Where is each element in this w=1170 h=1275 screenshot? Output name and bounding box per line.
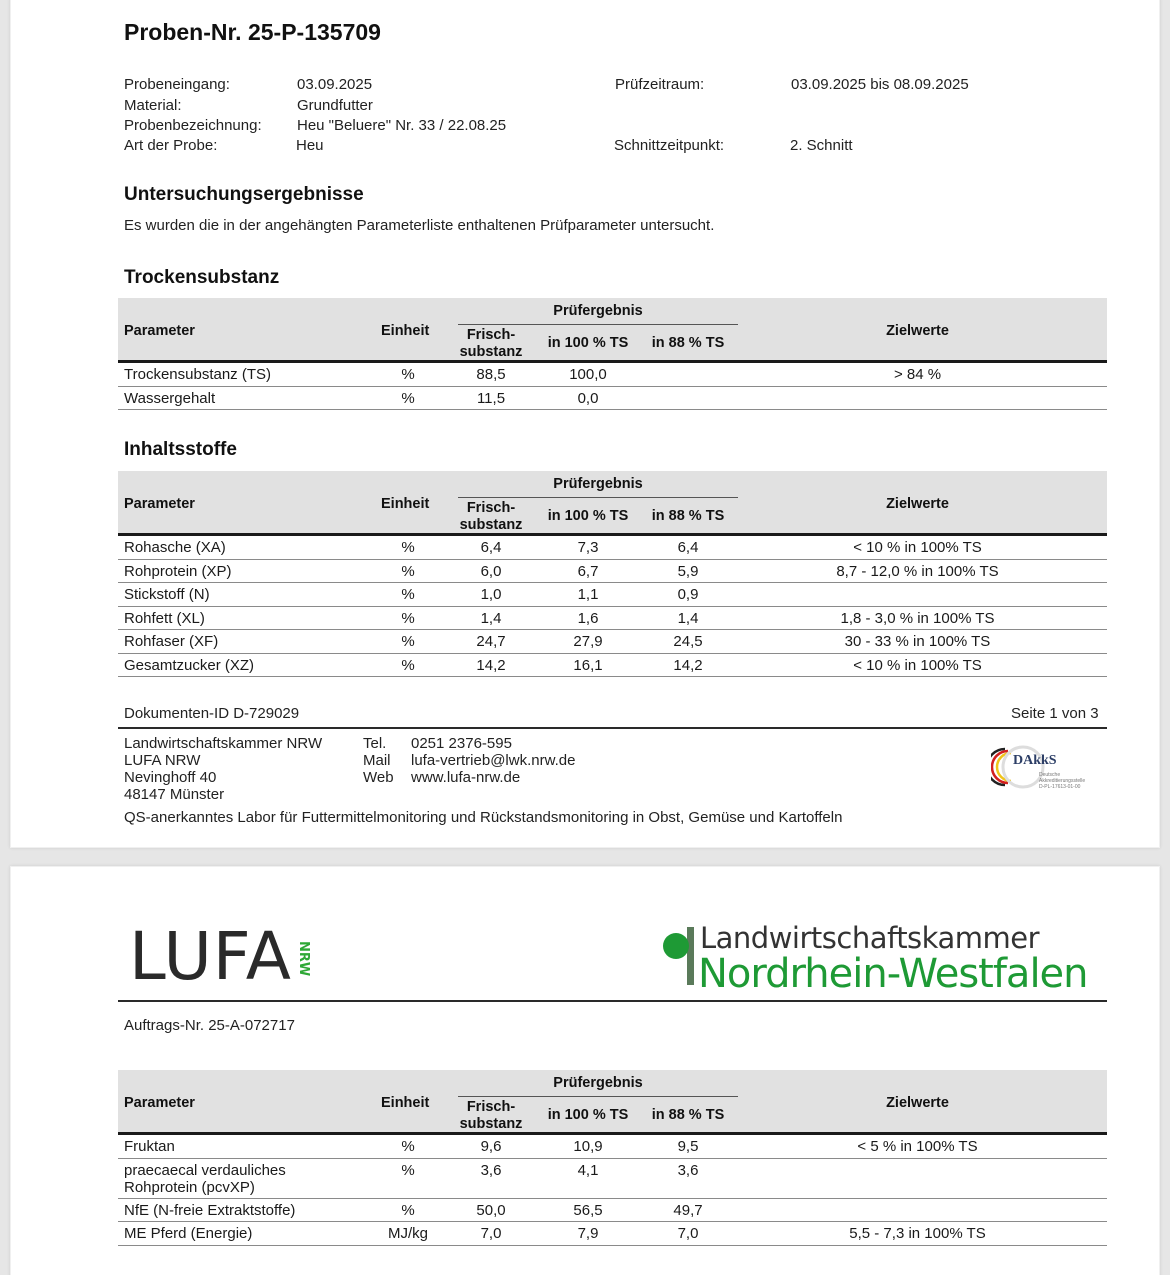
cell-frischsubstanz: 6,0 bbox=[480, 562, 502, 580]
header-parameter: Parameter bbox=[124, 496, 195, 512]
additional-parameters-table bbox=[118, 1070, 1107, 1246]
cell-parameter: Trockensubstanz (TS) bbox=[124, 366, 271, 383]
address-line: 48147 Münster bbox=[124, 786, 225, 803]
cell-ts100: 27,9 bbox=[573, 633, 603, 650]
header-ts88: in 88 % TS bbox=[651, 508, 725, 524]
header-frischsubstanz bbox=[451, 327, 531, 361]
cell-parameter: Rohasche (XA) bbox=[124, 539, 226, 556]
lufa-logo-text: LUFA bbox=[129, 918, 292, 995]
cell-frischsubstanz: 6,4 bbox=[480, 539, 502, 556]
header-ts88: in 88 % TS bbox=[651, 335, 725, 351]
cell-parameter: ME Pferd (Energie) bbox=[124, 1225, 253, 1242]
cell-ts88: 49,7 bbox=[673, 1201, 703, 1219]
cell-einheit: % bbox=[401, 1138, 415, 1155]
cell-ts88: 0,9 bbox=[677, 586, 699, 603]
cell-ts100: 100,0 bbox=[569, 366, 607, 383]
address-line: Landwirtschaftskammer NRW bbox=[124, 735, 323, 752]
header-frisch-line1: Frisch- bbox=[466, 500, 516, 516]
cell-ts100: 1,1 bbox=[577, 586, 599, 603]
contact-label-mail: Mail bbox=[363, 752, 391, 769]
header-zielwerte: Zielwerte bbox=[886, 496, 949, 512]
header-frisch-line1: Frisch- bbox=[466, 327, 516, 343]
cell-frischsubstanz: 50,0 bbox=[476, 1201, 506, 1219]
cell-einheit: % bbox=[401, 539, 415, 556]
cell-ts88: 14,2 bbox=[673, 656, 703, 674]
inhaltsstoffe-heading: Inhaltsstoffe bbox=[124, 439, 237, 460]
cell-zielwerte: 5,5 - 7,3 in 100% TS bbox=[849, 1225, 986, 1242]
cell-zielwerte: 8,7 - 12,0 % in 100% TS bbox=[836, 562, 999, 580]
table-header bbox=[118, 1070, 1107, 1135]
dakks-line2: Akkreditierungsstelle bbox=[1039, 778, 1086, 784]
address-line: LUFA NRW bbox=[124, 752, 201, 769]
cell-ts100: 16,1 bbox=[573, 656, 603, 674]
cell-ts88: 1,4 bbox=[677, 609, 699, 627]
dakks-emblem-icon bbox=[991, 739, 1101, 799]
cell-einheit: % bbox=[401, 562, 415, 580]
table-header bbox=[118, 298, 1107, 363]
meta-value-pruefzeitraum: 03.09.2025 bis 08.09.2025 bbox=[791, 76, 969, 93]
meta-value-art-der-probe: Heu bbox=[296, 137, 324, 154]
qs-note: QS-anerkanntes Labor für Futtermittelmonitoring und Rückstandsmonitoring in Obst, Gemüse und Kartoffeln bbox=[124, 809, 843, 826]
cell-parameter: Rohfett (XL) bbox=[124, 609, 205, 627]
header-frisch-line2: substanz bbox=[459, 517, 523, 533]
trockensubstanz-table bbox=[118, 298, 1107, 410]
lwk-logo-line2: Nordrhein-Westfalen bbox=[698, 951, 1088, 997]
table-row bbox=[118, 1199, 1107, 1223]
dakks-line1: Deutsche bbox=[1039, 772, 1061, 778]
cell-frischsubstanz: 1,4 bbox=[480, 609, 502, 627]
meta-value-probeneingang: 03.09.2025 bbox=[297, 76, 373, 93]
header-ts100: in 100 % TS bbox=[547, 1107, 629, 1123]
header-frischsubstanz bbox=[451, 1099, 531, 1133]
sample-number-title: Proben-Nr. 25-P-135709 bbox=[124, 19, 381, 45]
header-parameter: Parameter bbox=[124, 323, 195, 339]
cell-frischsubstanz: 9,6 bbox=[480, 1138, 502, 1155]
cell-einheit: % bbox=[401, 633, 415, 650]
inhaltsstoffe-table bbox=[118, 471, 1107, 677]
table-row bbox=[118, 1159, 1107, 1199]
header-group-divider bbox=[458, 324, 738, 325]
table-row bbox=[118, 630, 1107, 654]
cell-zielwerte: 1,8 - 3,0 % in 100% TS bbox=[840, 609, 995, 627]
cell-ts100: 7,3 bbox=[577, 539, 599, 556]
contact-value-mail[interactable]: lufa-vertrieb@lwk.nrw.de bbox=[411, 752, 576, 769]
header-frisch-line2: substanz bbox=[459, 344, 523, 360]
cell-parameter-line: praecaecal verdauliches bbox=[124, 1161, 286, 1179]
footer-divider bbox=[118, 727, 1107, 729]
cell-zielwerte: < 5 % in 100% TS bbox=[857, 1138, 978, 1155]
cell-zielwerte: 30 - 33 % in 100% TS bbox=[844, 633, 991, 650]
cell-zielwerte: > 84 % bbox=[893, 366, 942, 383]
cell-parameter: Rohfaser (XF) bbox=[124, 633, 219, 650]
cell-einheit: % bbox=[401, 1161, 415, 1179]
cell-ts100: 0,0 bbox=[577, 389, 599, 407]
cell-parameter bbox=[124, 1162, 286, 1196]
dakks-name: DAkkS bbox=[1013, 753, 1057, 768]
cell-frischsubstanz: 3,6 bbox=[480, 1161, 502, 1179]
cell-einheit: % bbox=[401, 609, 415, 627]
header-group-divider bbox=[458, 1096, 738, 1097]
cell-parameter: Gesamtzucker (XZ) bbox=[124, 656, 255, 674]
cell-ts100: 56,5 bbox=[573, 1201, 603, 1219]
cell-einheit: % bbox=[401, 366, 415, 383]
cell-zielwerte: < 10 % in 100% TS bbox=[853, 539, 982, 556]
cell-ts88: 5,9 bbox=[677, 562, 699, 580]
lwk-logo-bar-icon bbox=[687, 927, 694, 985]
cell-parameter-line: Rohprotein (pcvXP) bbox=[124, 1178, 255, 1196]
cell-ts100: 7,9 bbox=[577, 1225, 599, 1242]
dakks-subtext bbox=[1039, 772, 1085, 790]
meta-value-material: Grundfutter bbox=[297, 97, 373, 114]
cell-frischsubstanz: 14,2 bbox=[476, 656, 506, 674]
trockensubstanz-heading: Trockensubstanz bbox=[124, 267, 280, 288]
header-frisch-line2: substanz bbox=[459, 1116, 523, 1132]
cell-zielwerte: < 10 % in 100% TS bbox=[853, 656, 982, 674]
meta-label-art-der-probe: Art der Probe: bbox=[124, 137, 218, 154]
table-row bbox=[118, 536, 1107, 560]
dakks-accreditation-logo bbox=[991, 739, 1101, 799]
cell-ts88: 7,0 bbox=[677, 1225, 699, 1242]
cell-einheit: % bbox=[401, 656, 415, 674]
header-ts88: in 88 % TS bbox=[651, 1107, 725, 1123]
header-divider bbox=[118, 1000, 1107, 1002]
cell-parameter: Stickstoff (N) bbox=[124, 586, 210, 603]
table-row bbox=[118, 387, 1107, 411]
cell-parameter: Rohprotein (XP) bbox=[124, 562, 232, 580]
cell-frischsubstanz: 1,0 bbox=[480, 586, 502, 603]
header-pruefergebnis: Prüfergebnis bbox=[553, 303, 643, 319]
header-frisch-line1: Frisch- bbox=[466, 1099, 516, 1115]
header-einheit: Einheit bbox=[381, 1095, 430, 1111]
footer-address bbox=[124, 735, 322, 803]
header-zielwerte: Zielwerte bbox=[886, 323, 949, 339]
order-number: Auftrags-Nr. 25-A-072717 bbox=[124, 1017, 295, 1034]
header-pruefergebnis: Prüfergebnis bbox=[553, 1075, 643, 1091]
table-row bbox=[118, 654, 1107, 678]
meta-label-probenbezeichnung: Probenbezeichnung: bbox=[124, 117, 262, 134]
table-row bbox=[118, 607, 1107, 631]
lufa-nrw-logo bbox=[129, 918, 292, 995]
cell-einheit: % bbox=[401, 389, 415, 407]
results-intro: Es wurden die in der angehängten Parameterliste enthaltenen Prüfparameter untersucht. bbox=[124, 217, 715, 234]
cell-frischsubstanz: 24,7 bbox=[476, 633, 506, 650]
cell-frischsubstanz: 11,5 bbox=[476, 389, 506, 407]
cell-ts100: 4,1 bbox=[577, 1161, 599, 1179]
results-heading: Untersuchungsergebnisse bbox=[124, 184, 364, 205]
table-header bbox=[118, 471, 1107, 536]
lufa-logo-nrw: NRW bbox=[296, 941, 311, 977]
header-zielwerte: Zielwerte bbox=[886, 1095, 949, 1111]
cell-ts88: 24,5 bbox=[673, 633, 703, 650]
meta-label-probeneingang: Probeneingang: bbox=[124, 76, 230, 93]
contact-value-tel: 0251 2376-595 bbox=[411, 735, 512, 752]
table-body bbox=[118, 363, 1107, 410]
table-row bbox=[118, 1135, 1107, 1159]
header-parameter: Parameter bbox=[124, 1095, 195, 1111]
table-row bbox=[118, 560, 1107, 584]
lwk-logo-dot-icon bbox=[663, 933, 689, 959]
cell-einheit: MJ/kg bbox=[387, 1225, 428, 1242]
table-row bbox=[118, 1222, 1107, 1246]
header-frischsubstanz bbox=[451, 500, 531, 534]
cell-frischsubstanz: 7,0 bbox=[480, 1225, 502, 1242]
cell-frischsubstanz: 88,5 bbox=[476, 366, 506, 383]
header-ts100: in 100 % TS bbox=[547, 508, 629, 524]
lwk-logo-line1: Landwirtschaftskammer bbox=[700, 921, 1039, 955]
header-pruefergebnis: Prüfergebnis bbox=[553, 476, 643, 492]
cell-parameter: Wassergehalt bbox=[124, 389, 216, 407]
table-body bbox=[118, 536, 1107, 677]
contact-value-web[interactable]: www.lufa-nrw.de bbox=[411, 769, 521, 786]
meta-value-schnittzeitpunkt: 2. Schnitt bbox=[790, 137, 853, 154]
cell-parameter: NfE (N-freie Extraktstoffe) bbox=[124, 1201, 296, 1219]
address-line: Nevinghoff 40 bbox=[124, 769, 217, 786]
cell-ts100: 1,6 bbox=[577, 609, 599, 627]
document-id: Dokumenten-ID D-729029 bbox=[124, 705, 300, 722]
meta-label-pruefzeitraum: Prüfzeitraum: bbox=[615, 76, 705, 93]
cell-ts88: 3,6 bbox=[677, 1161, 699, 1179]
meta-label-schnittzeitpunkt: Schnittzeitpunkt: bbox=[614, 137, 725, 154]
contact-label-web: Web bbox=[363, 769, 394, 786]
report-page-1 bbox=[10, 0, 1160, 848]
cell-ts88: 6,4 bbox=[677, 539, 699, 556]
header-einheit: Einheit bbox=[381, 496, 430, 512]
cell-ts100: 6,7 bbox=[577, 562, 599, 580]
contact-label-tel: Tel. bbox=[363, 735, 387, 752]
landwirtschaftskammer-logo bbox=[663, 921, 1108, 995]
meta-label-material: Material: bbox=[124, 97, 182, 114]
cell-parameter: Fruktan bbox=[124, 1138, 175, 1155]
table-row bbox=[118, 583, 1107, 607]
table-row bbox=[118, 363, 1107, 387]
header-ts100: in 100 % TS bbox=[547, 335, 629, 351]
header-group-divider bbox=[458, 497, 738, 498]
cell-ts88: 9,5 bbox=[677, 1138, 699, 1155]
dakks-line3: D-PL-17613-01-00 bbox=[1039, 784, 1081, 790]
report-page-2 bbox=[10, 866, 1160, 1275]
footer-contact-values bbox=[411, 735, 575, 786]
meta-value-probenbezeichnung: Heu "Beluere" Nr. 33 / 22.08.25 bbox=[297, 117, 507, 134]
cell-ts100: 10,9 bbox=[573, 1138, 603, 1155]
table-body bbox=[118, 1135, 1107, 1246]
footer-contact-labels bbox=[363, 735, 394, 786]
page-indicator: Seite 1 von 3 bbox=[1011, 705, 1099, 722]
cell-einheit: % bbox=[401, 586, 415, 603]
header-einheit: Einheit bbox=[381, 323, 430, 339]
cell-einheit: % bbox=[401, 1201, 415, 1219]
